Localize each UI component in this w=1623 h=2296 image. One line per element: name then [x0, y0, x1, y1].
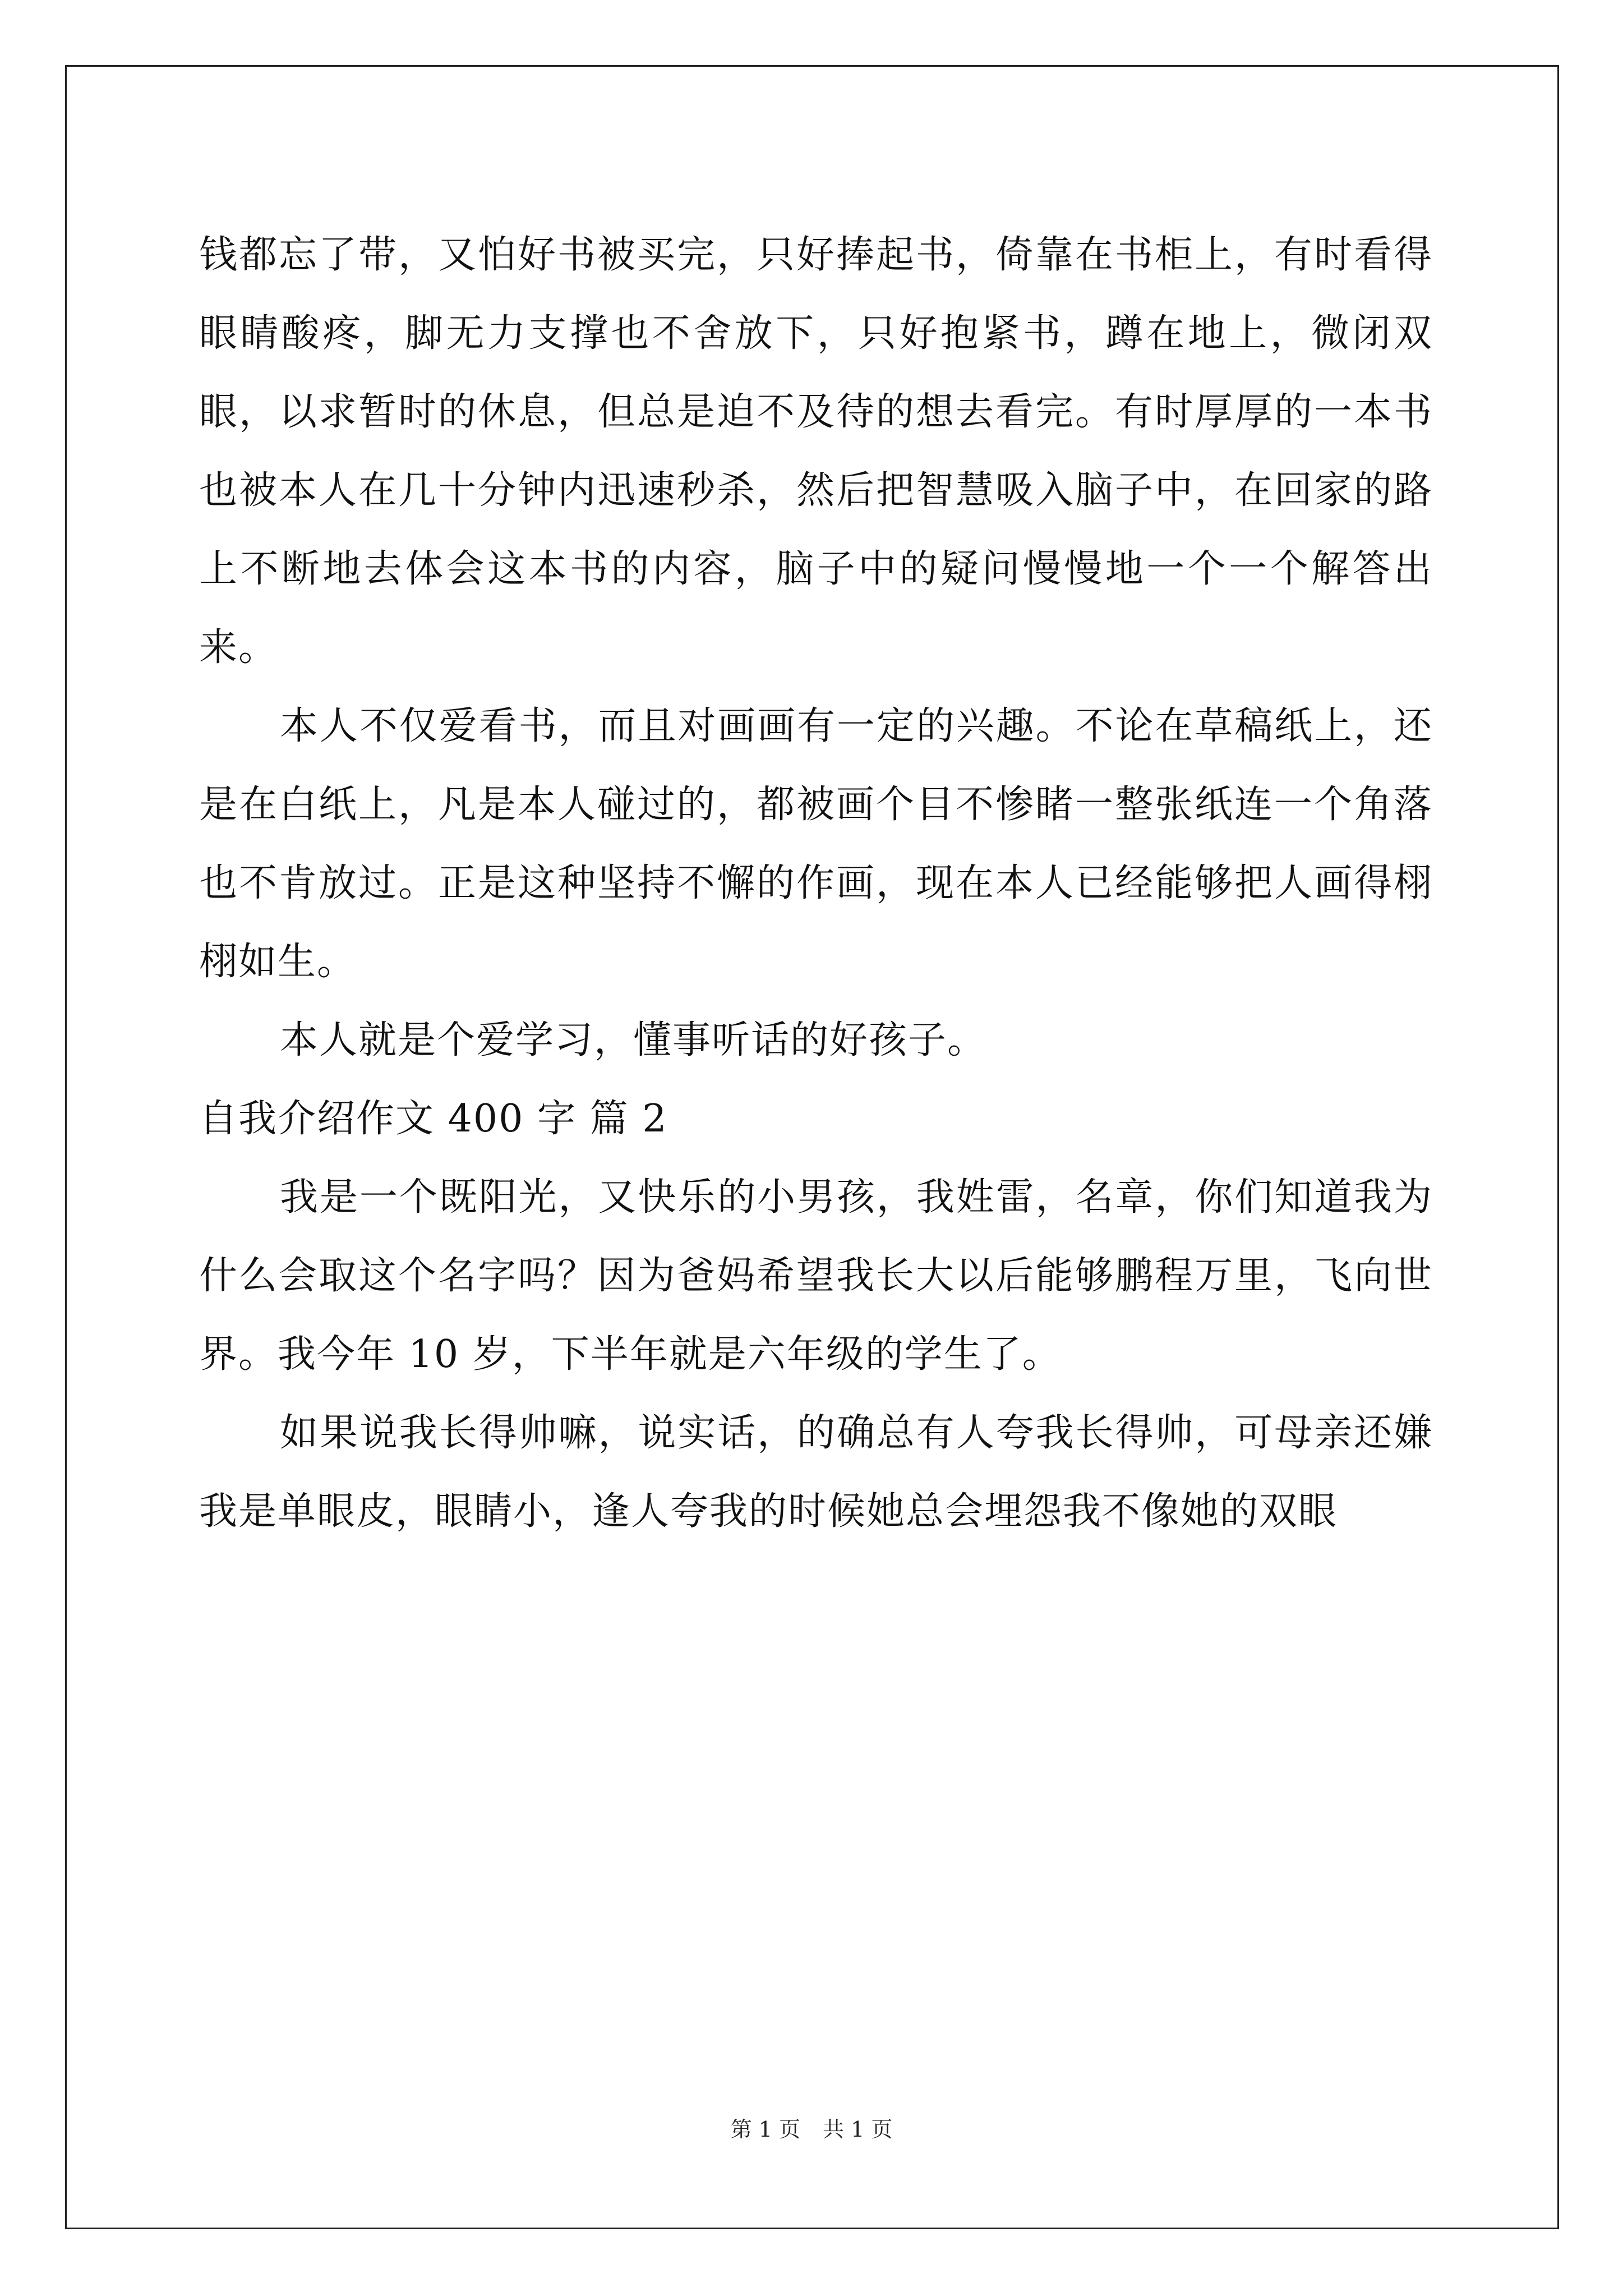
- paragraph-4: 我是一个既阳光，又快乐的小男孩，我姓雷，名章，你们知道我为什么会取这个名字吗？因为爸妈希望我长大以后能够鹏程万里，飞向世界。我今年 10 岁，下半年就是六年级的学生了。: [199, 1175, 1433, 1377]
- paragraph-3: 本人就是个爱学习，懂事听话的好孩子。: [280, 1018, 987, 1062]
- section-heading: 自我介绍作文 400 字 篇 2: [199, 1097, 668, 1141]
- page-total: 共 1 页: [823, 2117, 893, 2142]
- paragraph-5: 如果说我长得帅嘛，说实话，的确总有人夸我长得帅，可母亲还嫌我是单眼皮，眼睛小，逢人夸我的时候她总会埋怨我不像她的双眼: [199, 1411, 1433, 1534]
- paragraph-2: 本人不仅爱看书，而且对画画有一定的兴趣。不论在草稿纸上，还是在白纸上，凡是本人碰过的，都被画个目不惨睹一整张纸连一个角落也不肯放过。正是这种坚持不懈的作画，现在本人已经能够把人画得栩栩如生。: [199, 704, 1433, 984]
- document-body: [199, 216, 1433, 1551]
- page-footer: [0, 2112, 1623, 2143]
- page-number: 第 1 页: [730, 2117, 800, 2142]
- paragraph-1: 钱都忘了带，又怕好书被买完，只好捧起书，倚靠在书柜上，有时看得眼睛酸疼，脚无力支撑也不舍放下，只好抱紧书，蹲在地上，微闭双眼，以求暂时的休息，但总是迫不及待的想去看完。有时厚厚的一本书也被本人在几十分钟内迅速秒杀，然后把智慧吸入脑子中，在回家的路上不断地去体会这本书的内容，脑子中的疑问慢慢地一个一个解答出来。: [199, 233, 1433, 670]
